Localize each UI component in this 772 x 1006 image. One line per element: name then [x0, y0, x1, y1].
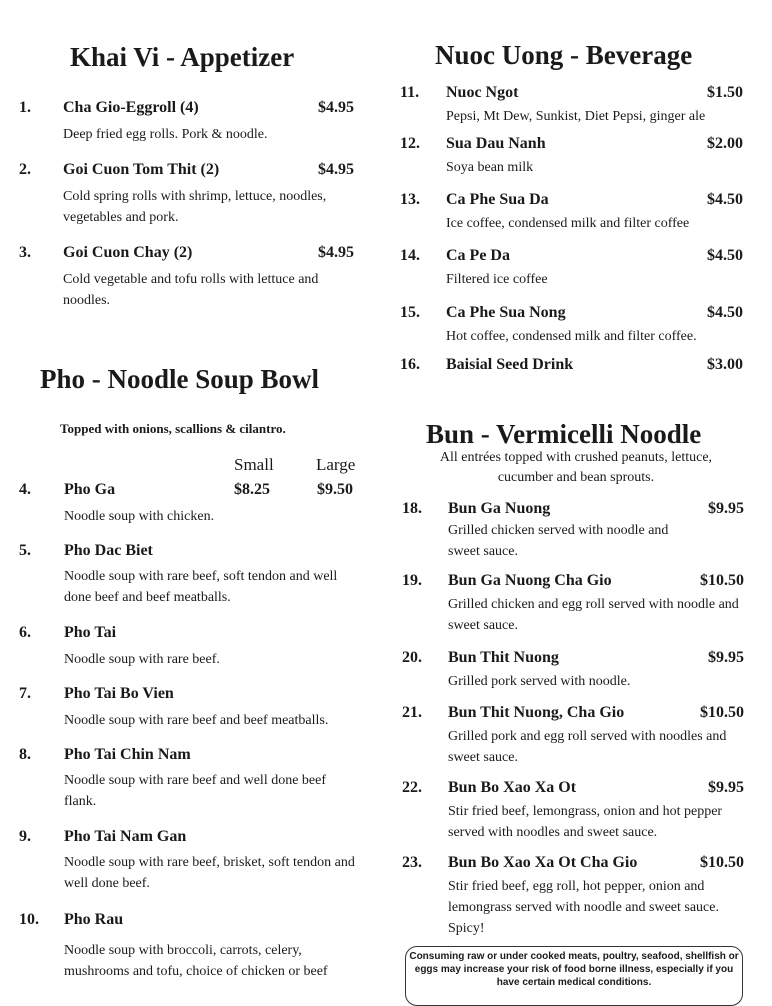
item-number: 7. — [19, 685, 31, 702]
item-description: Ice coffee, condensed milk and filter coffee — [446, 216, 690, 231]
bun-heading: Bun - Vermicelli Noodle — [426, 419, 702, 449]
item-description: Noodle soup with rare beef and beef meatballs. — [64, 713, 329, 728]
small-size-label: Small — [234, 455, 274, 474]
item-name: Bun Bo Xao Xa Ot Cha Gio — [448, 854, 638, 871]
item-price: $4.50 — [707, 191, 743, 208]
item-number: 11. — [400, 84, 420, 101]
bun-subtitle: All entrées topped with crushed peanuts, lettuce, cucumber and bean sprouts. — [439, 450, 713, 485]
item-number: 5. — [19, 542, 31, 559]
item-description: Stir fried beef, egg roll, hot pepper, onion and lemongrass served with noodle and sweet sauce. Spicy! — [448, 879, 719, 936]
item-name: Ca Pe Da — [446, 247, 510, 264]
pho-heading: Pho - Noodle Soup Bowl — [40, 364, 320, 394]
item-price: $4.95 — [318, 244, 354, 261]
large-price: $9.50 — [317, 481, 353, 498]
item-description: Noodle soup with rare beef, brisket, soft tendon and well done beef. — [64, 855, 355, 891]
item-number: 2. — [19, 161, 31, 178]
item-description: Noodle soup with chicken. — [64, 509, 215, 524]
item-number: 18. — [402, 500, 422, 517]
item-price: $4.50 — [707, 247, 743, 264]
item-name: Bun Thit Nuong — [448, 649, 559, 666]
item-name: Bun Bo Xao Xa Ot — [448, 779, 577, 796]
item-price: $1.50 — [707, 84, 743, 101]
item-number: 14. — [400, 247, 420, 264]
item-name: Pho Rau — [64, 911, 124, 928]
item-price: $4.95 — [318, 99, 354, 116]
item-name: Bun Thit Nuong, Cha Gio — [448, 704, 625, 721]
item-number: 9. — [19, 828, 31, 845]
item-number: 23. — [402, 854, 422, 871]
small-price: $8.25 — [234, 481, 270, 498]
item-price: $3.00 — [707, 356, 743, 373]
item-name: Pho Tai — [64, 624, 117, 641]
item-number: 6. — [19, 624, 31, 641]
item-description: Deep fried egg rolls. Pork & noodle. — [63, 127, 268, 142]
item-name: Goi Cuon Tom Thit (2) — [63, 161, 220, 178]
item-description: Grilled chicken served with noodle and sweet sauce. — [448, 523, 669, 559]
item-name: Sua Dau Nanh — [446, 135, 546, 152]
item-price: $10.50 — [700, 704, 744, 721]
item-price: $9.95 — [708, 779, 744, 796]
item-description: Noodle soup with rare beef. — [64, 652, 220, 667]
item-description: Noodle soup with broccoli, carrots, celery, mushrooms and tofu, choice of chicken or beef — [64, 943, 328, 979]
item-name: Pho Tai Bo Vien — [64, 685, 174, 702]
item-number: 15. — [400, 304, 420, 321]
item-name: Goi Cuon Chay (2) — [63, 244, 193, 261]
item-price: $4.50 — [707, 304, 743, 321]
item-number: 22. — [402, 779, 422, 796]
item-description: Pepsi, Mt Dew, Sunkist, Diet Pepsi, ginger ale — [446, 109, 706, 124]
item-description: Cold spring rolls with shrimp, lettuce, noodles, vegetables and pork. — [63, 189, 327, 225]
item-name: Pho Tai Nam Gan — [64, 828, 187, 845]
item-name: Bun Ga Nuong — [448, 500, 551, 517]
item-name: Nuoc Ngot — [446, 84, 519, 101]
item-number: 1. — [19, 99, 31, 116]
item-description: Grilled chicken and egg roll served with noodle and sweet sauce. — [448, 597, 739, 633]
item-number: 3. — [19, 244, 31, 261]
large-size-label: Large — [316, 455, 356, 474]
item-description: Grilled pork and egg roll served with noodles and sweet sauce. — [448, 729, 727, 765]
item-number: 10. — [19, 911, 39, 928]
item-number: 20. — [402, 649, 422, 666]
item-name: Cha Gio-Eggroll (4) — [63, 99, 199, 116]
item-price: $9.95 — [708, 500, 744, 517]
pho-note: Topped with onions, scallions & cilantro. — [60, 421, 286, 436]
item-price: $10.50 — [700, 572, 744, 589]
item-price: $10.50 — [700, 854, 744, 871]
item-number: 13. — [400, 191, 420, 208]
item-name: Ca Phe Sua Nong — [446, 304, 566, 321]
item-number: 12. — [400, 135, 420, 152]
item-price: $2.00 — [707, 135, 743, 152]
item-number: 21. — [402, 704, 422, 721]
food-safety-disclaimer: Consuming raw or under cooked meats, poultry, seafood, shellfish or eggs may increase your risk of food borne illness, especially if you have certain medical conditions. — [405, 946, 743, 1006]
item-number: 4. — [19, 481, 31, 498]
item-price: $9.95 — [708, 649, 744, 666]
item-number: 19. — [402, 572, 422, 589]
appetizer-heading: Khai Vi - Appetizer — [70, 42, 295, 72]
item-description: Stir fried beef, lemongrass, onion and hot pepper served with noodles and sweet sauce. — [448, 804, 723, 840]
item-description: Hot coffee, condensed milk and filter coffee. — [446, 329, 697, 344]
item-description: Filtered ice coffee — [446, 272, 548, 287]
item-description: Noodle soup with rare beef, soft tendon and well done beef and beef meatballs. — [64, 569, 338, 605]
item-number: 8. — [19, 746, 31, 763]
item-name: Ca Phe Sua Da — [446, 191, 549, 208]
item-price: $4.95 — [318, 161, 354, 178]
item-description: Soya bean milk — [446, 160, 534, 175]
item-number: 16. — [400, 356, 420, 373]
item-description: Grilled pork served with noodle. — [448, 674, 631, 689]
item-name: Pho Ga — [64, 481, 116, 498]
item-description: Noodle soup with rare beef and well done beef flank. — [64, 773, 327, 809]
item-name: Pho Dac Biet — [64, 542, 153, 559]
item-name: Bun Ga Nuong Cha Gio — [448, 572, 612, 589]
item-name: Baisial Seed Drink — [446, 356, 574, 373]
item-description: Cold vegetable and tofu rolls with lettuce and noodles. — [63, 272, 319, 308]
beverage-heading: Nuoc Uong - Beverage — [435, 40, 693, 70]
item-name: Pho Tai Chin Nam — [64, 746, 191, 763]
